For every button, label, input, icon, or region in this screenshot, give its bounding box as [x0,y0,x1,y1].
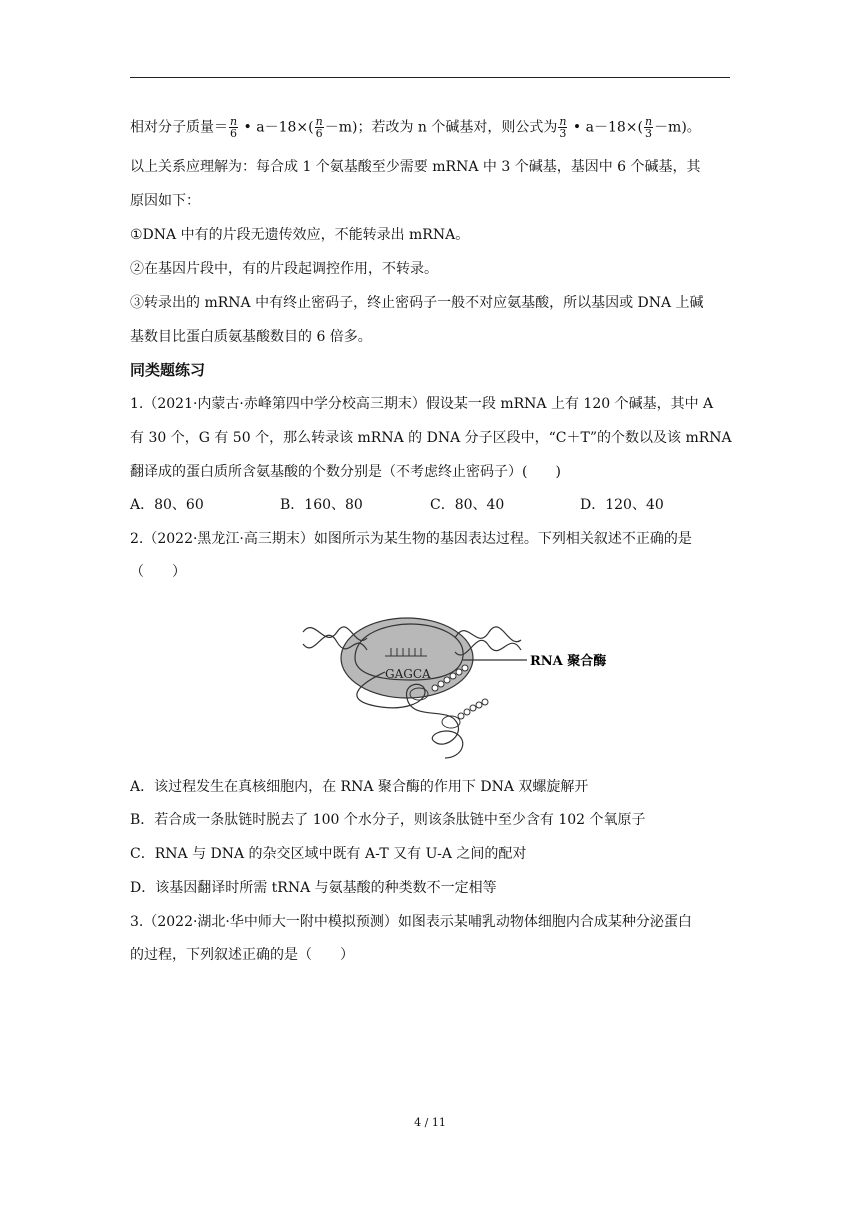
question-3-text: 3.（2022·湖北·华中师大一附中模拟预测）如图表示某哺乳动物体细胞内合成某种分泌蛋白 [130,914,692,930]
question-1-text: 有 30 个，G 有 50 个，那么转录该 mRNA 的 DNA 分子区段中，“C＋T”的个数以及该 mRNA [130,430,732,446]
fraction-n-over-6-b: $\frac{n}{6}$ [315,115,323,140]
option-d: D．120、40 [580,497,664,513]
option-c: C．80、40 [430,497,505,513]
formula-line [130,116,701,139]
option-b: B．160、80 [280,497,363,513]
header-rule [130,77,730,78]
formula-end: －m)。 [654,119,701,136]
fraction-n-over-6: $\frac{n}{6}$ [230,115,238,140]
option-d: D．该基因翻译时所需 tRNA 与氨基酸的种类数不一定相等 [130,880,497,896]
question-1-text: 1.（2021·内蒙古·赤峰第四中学分校高三期末）假设某一段 mRNA 上有 120 个碱基，其中 A [130,396,714,412]
reason-item: ②在基因片段中，有的片段起调控作用，不转录。 [130,261,438,277]
formula-mid1: • a－18×( [239,119,314,136]
paragraph-line: 以上关系应理解为：每合成 1 个氨基酸至少需要 mRNA 中 3 个碱基，基因中 6 个碱基，其 [130,159,701,175]
question-2-text: （ ） [130,564,186,580]
formula-prefix: 相对分子质量＝ [130,119,228,136]
reason-item-cont: 基数目比蛋白质氨基酸数目的 6 倍多。 [130,329,372,345]
reason-item: ①DNA 中有的片段无遗传效应，不能转录出 mRNA。 [130,227,470,243]
question-1-text: 翻译成的蛋白质所含氨基酸的个数分别是（不考虑终止密码子）( ) [130,464,561,480]
figure-label-sequence: GAGCA [385,667,431,681]
option-a: A．80、60 [130,497,204,513]
option-b: B．若合成一条肽链时脱去了 100 个水分子，则该条肽链中至少含有 102 个氧原子 [130,812,646,828]
gene-expression-figure [295,610,625,760]
question-2-text: 2.（2022·黑龙江·高三期末）如图所示为某生物的基因表达过程。下列相关叙述不正确的是 [130,531,692,547]
section-heading: 同类题练习 [130,361,206,379]
page-number: 4 / 11 [414,1116,446,1129]
rna-polymerase-shape [341,618,473,698]
question-3-text: 的过程，下列叙述正确的是（ ） [130,947,354,963]
fraction-n-over-3: $\frac{n}{3}$ [559,115,567,140]
formula-mid2: －m)；若改为 n 个碱基对，则公式为 [324,119,558,136]
fraction-n-over-3-b: $\frac{n}{3}$ [644,115,653,140]
option-c: C．RNA 与 DNA 的杂交区域中既有 A-T 又有 U-A 之间的配对 [130,846,527,862]
reason-item: ③转录出的 mRNA 中有终止密码子，终止密码子一般不对应氨基酸，所以基因或 DNA 上碱 [130,295,704,311]
paragraph-line: 原因如下： [130,193,200,209]
option-a: A．该过程发生在真核细胞内，在 RNA 聚合酶的作用下 DNA 双螺旋解开 [130,779,589,795]
formula-mid3: • a－18×( [568,119,643,136]
figure-label-rna-polymerase: RNA 聚合酶 [530,654,607,669]
